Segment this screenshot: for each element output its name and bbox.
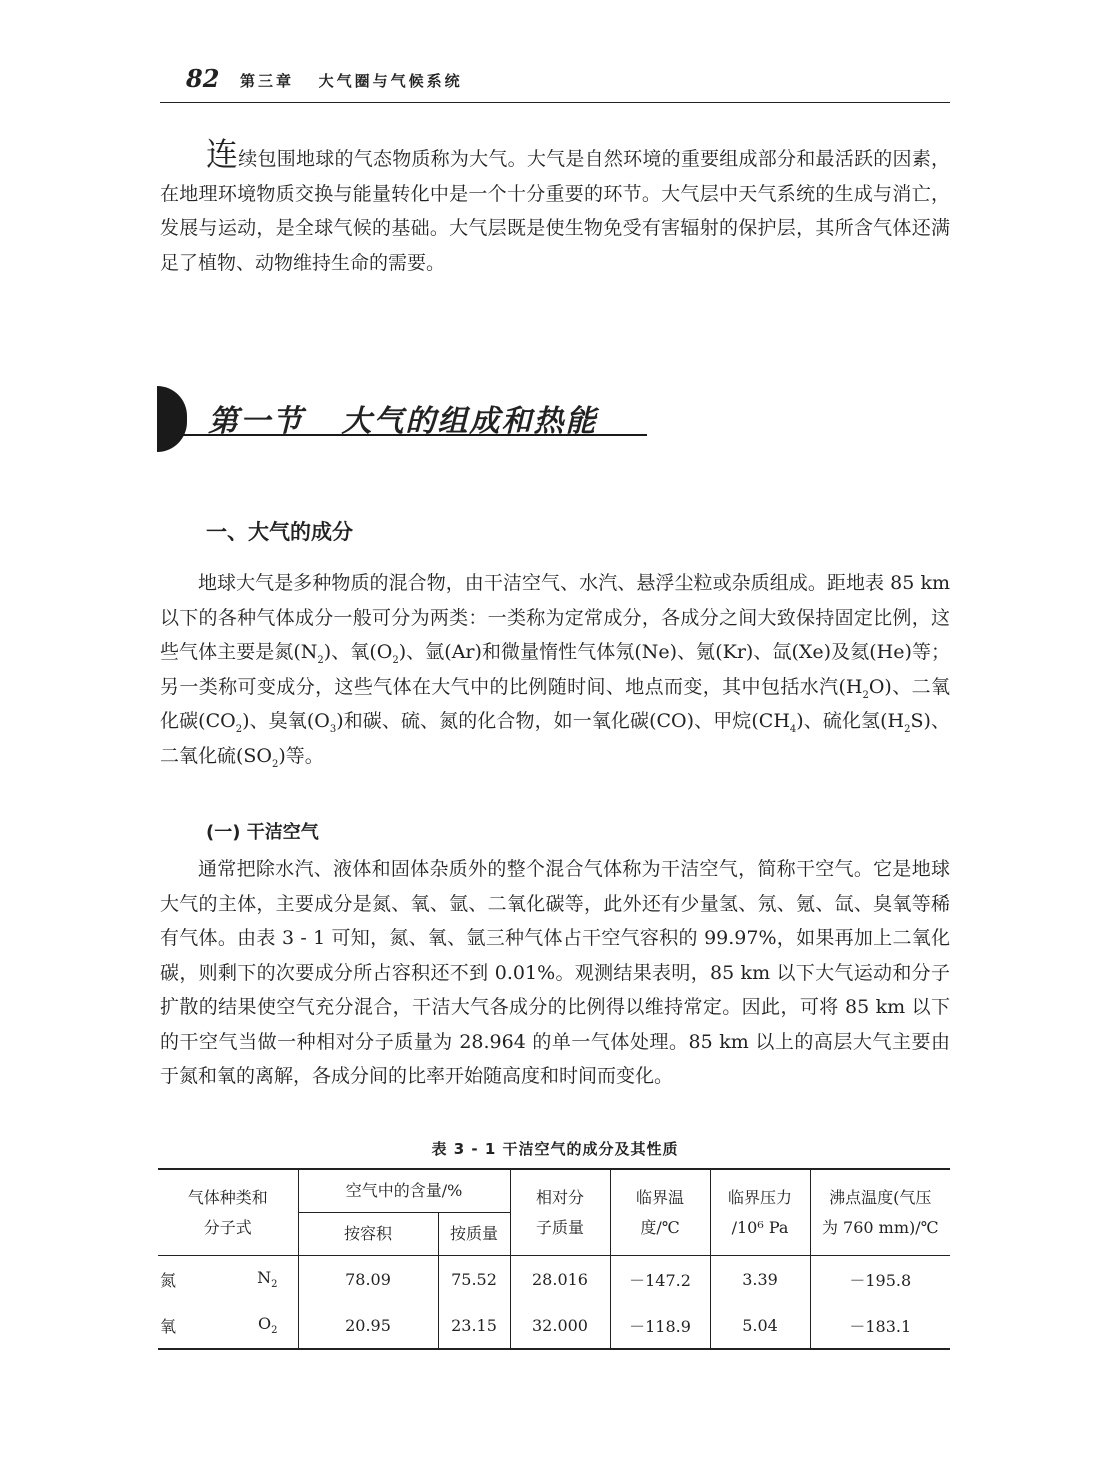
gas-formula-sub: 2 [271, 1278, 278, 1290]
cell-gas [158, 1302, 298, 1349]
para1-text-7: )、硫化氢(H [796, 710, 905, 732]
header-critical-pressure [710, 1169, 810, 1256]
para1-sub-1: 2 [317, 654, 324, 666]
page-number: 82 [186, 64, 220, 93]
header-gas-type [158, 1169, 298, 1256]
para1-text-5: )、臭氧(O [242, 710, 330, 732]
cell-boiling: －195.8 [849, 1270, 912, 1290]
subsubsection-title: (一) 干洁空气 [206, 822, 319, 843]
cell-volume: 78.09 [298, 1256, 438, 1303]
para1-sub-4: 2 [235, 723, 243, 735]
paragraph-dry-air: 通常把除水汽、液体和固体杂质外的整个混合气体称为干洁空气，简称干空气。它是地球大气的主体，主要成分是氮、氧、氩、二氧化碳等，此外还有少量氢、氖、氪、氙、臭氧等稀有气体。由表 3 - 1 可知，氮、氧、氩三种气体占干空气容积的 99.97%，如果再加上二氧化碳，则剩下的次要成分所占容积还不到 0.01%。观测结果表明，85 km 以下大气运动和分子扩散的结果使空气充分混合，干洁大气各成分的比例得以维持常定。因此，可将 85 km 以下的干空气当做一种相对分子质量为 28.964 的单一气体处理。85 km 以上的高层大气主要由于氮和氧的离解，各成分间的比率开始随高度和时间而变化。 [160, 858, 950, 1087]
gas-formula-symbol: N [257, 1267, 272, 1287]
para1-text-2: )、氧(O [323, 641, 393, 663]
running-header [160, 62, 950, 103]
header-boiling-line1: 沸点温度(气压 [829, 1187, 932, 1207]
gas-formula-sub: 2 [271, 1324, 278, 1336]
header-critical-temp-line1: 临界温 [635, 1187, 684, 1207]
cell-gas [158, 1256, 298, 1303]
header-by-volume: 按容积 [298, 1213, 438, 1256]
para1-text-8: S)、二氧化硫(SO [160, 710, 950, 767]
header-critical-temp-line2: 度/℃ [640, 1217, 680, 1237]
table-row [158, 1302, 950, 1349]
gas-formula [258, 1314, 278, 1337]
cell-boiling: －183.1 [810, 1302, 950, 1349]
cell-mass: 23.15 [438, 1302, 510, 1349]
header-critical-pressure-line1: 临界压力 [727, 1187, 792, 1207]
para1-text-3: )、氩(Ar)和微量惰性气体氖(Ne)、氪(Kr)、氙(Xe)及氦(He)等；另一类称可变成分，这些气体在大气中的比例随时间、地点而变，其中包括水汽(H [160, 641, 950, 698]
para1-sub-5: 3 [329, 723, 337, 735]
cell-critical-temp: －118.9 [610, 1302, 710, 1349]
section-marker [157, 386, 187, 452]
dropcap-letter: 连 [206, 135, 239, 173]
cell-critical-pressure: 5.04 [710, 1302, 810, 1349]
header-gas-type-line1: 气体种类和 [187, 1187, 268, 1207]
intro-paragraph [160, 137, 950, 280]
para1-sub-7: 2 [904, 723, 911, 735]
header-boiling-point [810, 1169, 950, 1256]
header-molar-mass-line1: 相对分 [535, 1187, 584, 1207]
para1-text-1: 地球大气是多种物质的混合物，由干洁空气、水汽、悬浮尘粒或杂质组成。距地表 85 km 以下的各种气体成分一般可分为两类：一类称为定常成分，各成分之间大致保持固定比例，这些气体主要是氮(N [160, 572, 950, 663]
cell-molar: 28.016 [510, 1256, 610, 1303]
cell-critical-pressure: 3.39 [710, 1256, 810, 1303]
cell-molar: 32.000 [510, 1302, 610, 1349]
header-gas-type-line2: 分子式 [203, 1217, 252, 1237]
cell-volume: 20.95 [298, 1302, 438, 1349]
paragraph-composition [160, 566, 950, 773]
chapter-title: 第三章 大气圈与气候系统 [240, 72, 463, 90]
header-by-mass: 按质量 [438, 1213, 510, 1256]
para1-sub-6: 4 [789, 723, 797, 735]
header-critical-pressure-line2: /10⁶ Pa [731, 1217, 789, 1237]
header-boiling-line2: 为 760 mm)/℃ [821, 1217, 939, 1237]
header-molar-mass [510, 1169, 610, 1256]
para1-text-6: )和碳、硫、氮的化合物，如一氧化碳(CO)、甲烷(CH [336, 710, 790, 732]
gas-name: 氧 [160, 1316, 177, 1336]
table-caption: 表 3 - 1 干洁空气的成分及其性质 [431, 1140, 679, 1158]
para1-sub-3: 2 [862, 689, 869, 701]
table-row [158, 1256, 950, 1303]
dry-air-table [158, 1168, 950, 1350]
header-critical-temp [610, 1169, 710, 1256]
section-title: 第一节 大气的组成和热能 [208, 404, 598, 439]
para1-sub-2: 2 [392, 654, 399, 666]
cell-critical-temp: －147.2 [610, 1256, 710, 1303]
header-molar-mass-line2: 子质量 [535, 1217, 584, 1237]
gas-formula-symbol: O [258, 1313, 272, 1333]
para1-text-4: O)、二氧化碳(CO [160, 675, 950, 732]
para1-text-9: )等。 [278, 744, 324, 767]
intro-text: 续包围地球的气态物质称为大气。大气是自然环境的重要组成部分和最活跃的因素，在地理环境物质交换与能量转化中是一个十分重要的环节。大气层中天气系统的生成与消亡，发展与运动，是全球气候的基础。大气层既是使生物免受有害辐射的保护层，其所含气体还满足了植物、动物维持生命的需要。 [160, 148, 950, 274]
para1-sub-8: 2 [272, 758, 279, 770]
header-content: 空气中的含量/% [298, 1169, 510, 1213]
subsection-title: 一、大气的成分 [206, 520, 353, 544]
cell-mass: 75.52 [438, 1256, 510, 1303]
gas-formula [257, 1268, 277, 1291]
gas-name: 氮 [160, 1270, 177, 1290]
